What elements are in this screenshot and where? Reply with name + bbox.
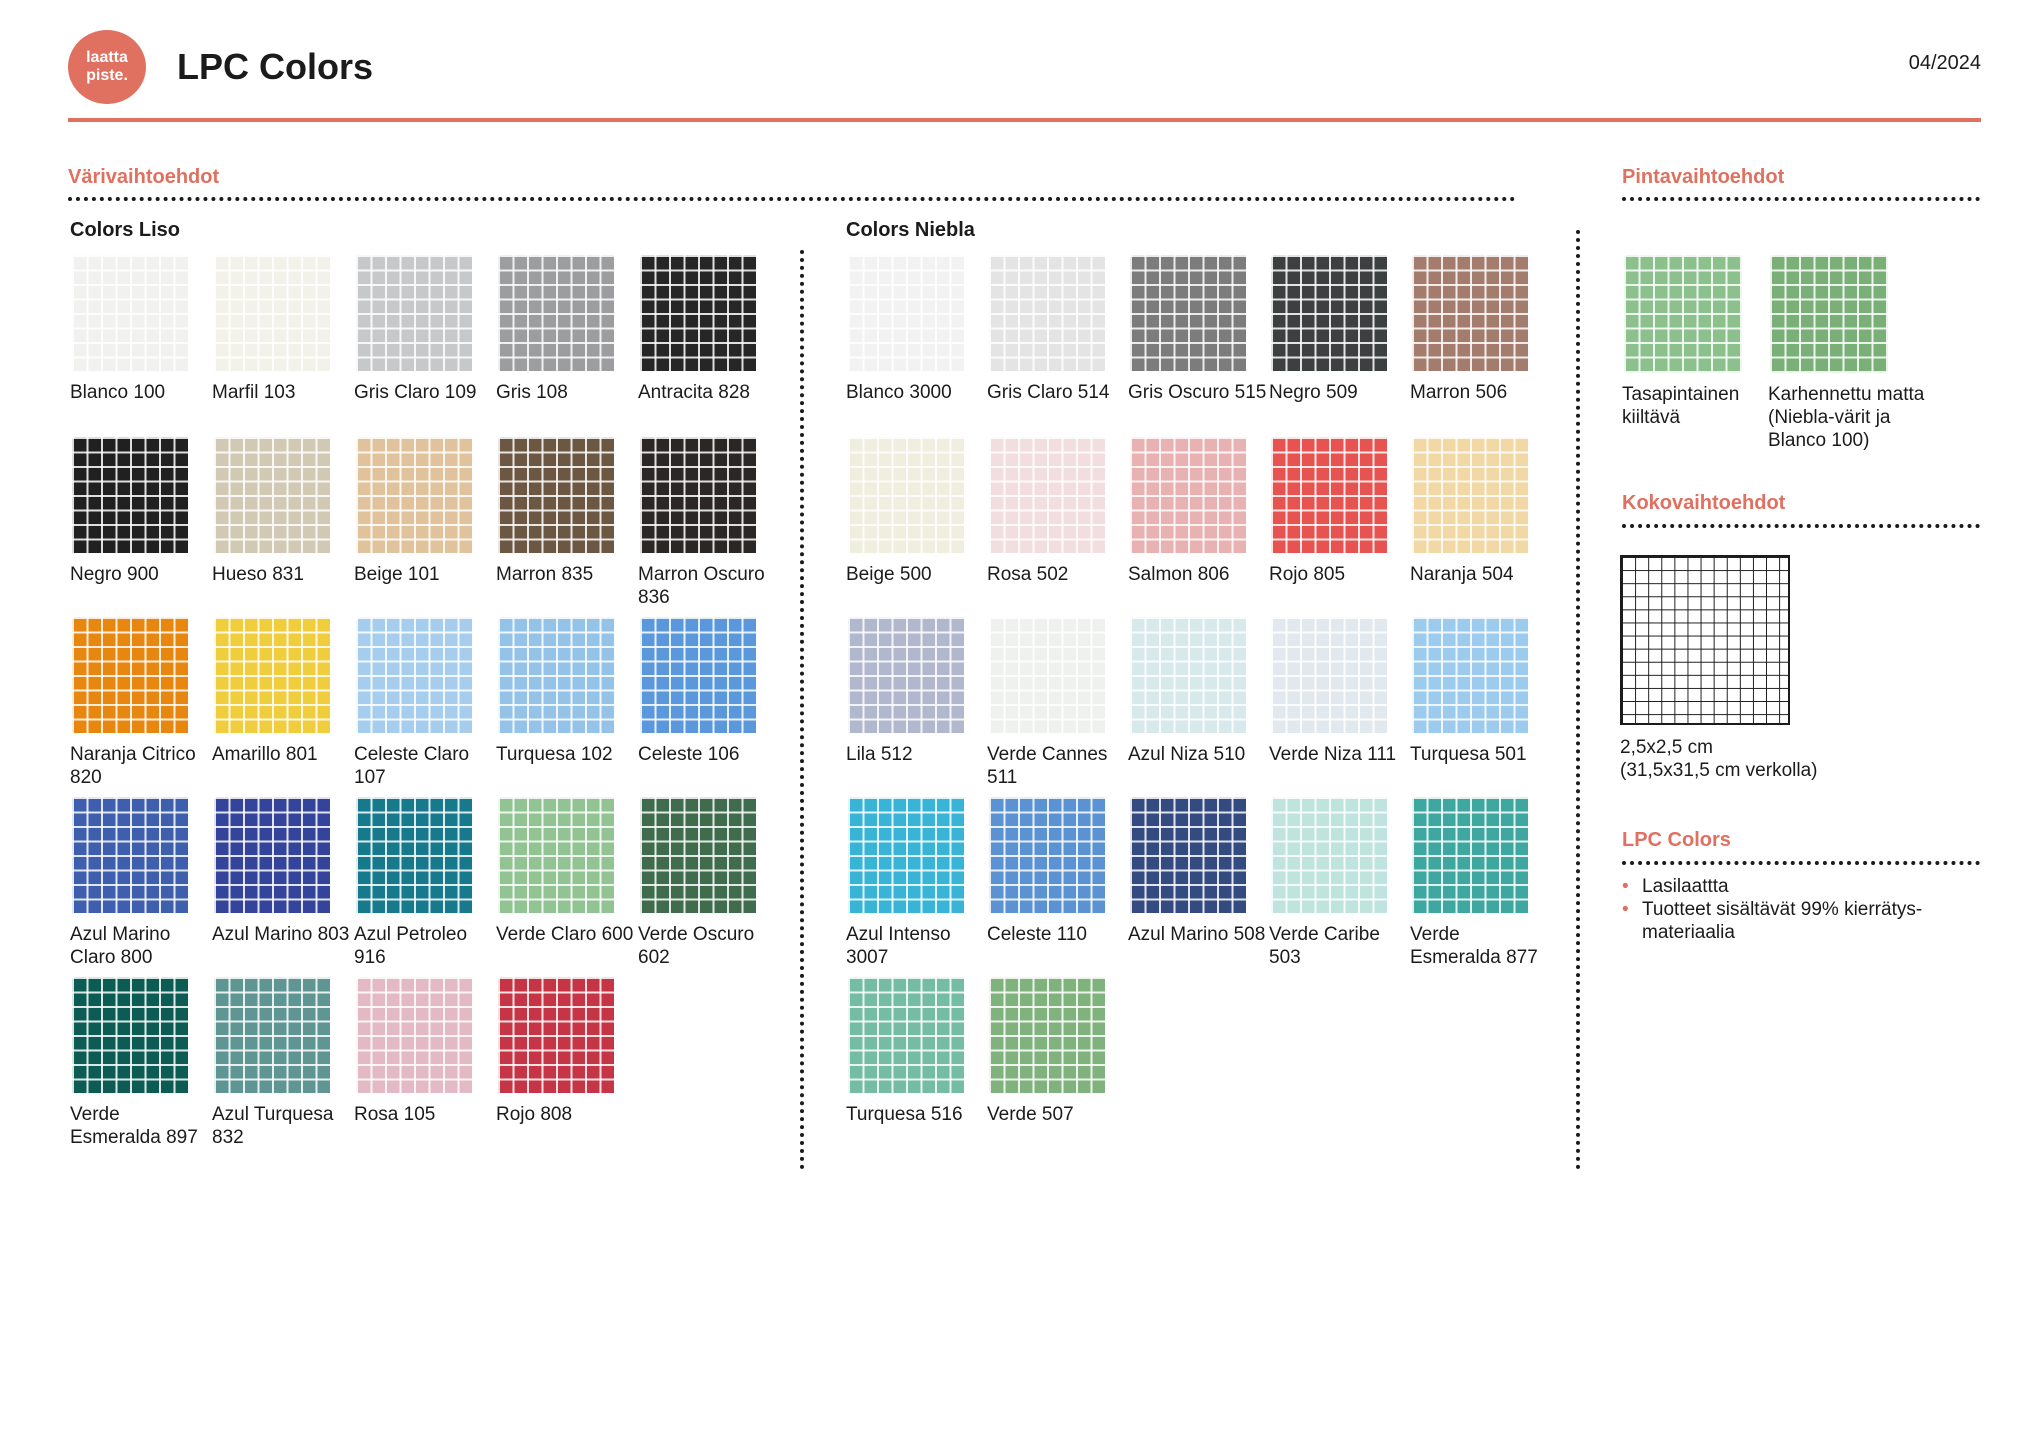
swatch-label: Rosa 105 <box>354 1104 436 1125</box>
tile-size: 2,5x2,5 cm <box>1620 737 1713 758</box>
swatch-label: Verde Cannes 511 <box>987 744 1108 788</box>
color-swatch <box>212 253 352 404</box>
swatch-tile <box>212 435 332 555</box>
swatch-label: Verde 507 <box>987 1104 1074 1125</box>
swatch-label: Verde Niza 111 <box>1269 744 1397 765</box>
liso-heading: Colors Liso <box>70 219 181 241</box>
surface-tile <box>1622 253 1744 375</box>
swatch-label: Azul Marino Claro 800 <box>70 924 171 968</box>
color-swatch <box>638 795 778 969</box>
swatch-label: Celeste Claro 107 <box>354 744 470 788</box>
swatch-label: Verde Esmeralda 897 <box>70 1104 198 1148</box>
swatch-label: Gris Oscuro 515 <box>1128 382 1267 403</box>
swatch-label: Marron Oscuro 836 <box>638 564 765 608</box>
color-swatch <box>70 435 210 586</box>
swatch-label: Azul Intenso 3007 <box>846 924 951 968</box>
color-swatch <box>354 795 494 969</box>
swatch-label: Beige 101 <box>354 564 440 585</box>
list-item: • Tuotteet sisältävät 99% kierrätys-materiaalia <box>1622 898 1962 944</box>
color-swatch <box>987 795 1127 946</box>
color-swatch <box>1269 253 1409 404</box>
color-swatch <box>1410 253 1550 404</box>
swatch-tile <box>70 435 190 555</box>
swatch-tile <box>1128 615 1248 735</box>
color-swatch <box>1269 795 1409 969</box>
swatch-tile <box>496 615 616 735</box>
swatch-tile <box>70 795 190 915</box>
swatch-tile <box>496 253 616 373</box>
swatch-tile <box>846 975 966 1095</box>
swatch-label: Naranja Citrico 820 <box>70 744 196 788</box>
swatch-tile <box>212 615 332 735</box>
swatch-tile <box>70 615 190 735</box>
swatch-label: Azul Niza 510 <box>1128 744 1246 765</box>
swatch-label: Verde Esmeralda 877 <box>1410 924 1538 968</box>
swatch-label: Turquesa 516 <box>846 1104 963 1125</box>
swatch-label: Lila 512 <box>846 744 913 765</box>
swatch-label: Verde Oscuro 602 <box>638 924 755 968</box>
swatch-tile <box>987 435 1107 555</box>
logo-line-2: piste. <box>86 67 128 84</box>
swatch-tile <box>846 253 966 373</box>
color-swatch <box>1269 435 1409 586</box>
swatch-label: Salmon 806 <box>1128 564 1230 585</box>
swatch-label: Rosa 502 <box>987 564 1069 585</box>
swatch-tile <box>987 615 1107 735</box>
swatch-label: Rojo 808 <box>496 1104 573 1125</box>
document-date: 04/2024 <box>1908 52 1981 74</box>
swatch-label: Turquesa 501 <box>1410 744 1527 765</box>
color-swatch <box>987 975 1127 1126</box>
page-title: LPC Colors <box>177 46 374 87</box>
color-swatch <box>354 253 494 404</box>
color-swatch <box>987 615 1127 789</box>
color-swatch <box>70 795 210 969</box>
dotted-divider <box>1622 524 1980 528</box>
swatch-label: Turquesa 102 <box>496 744 613 765</box>
color-swatch <box>846 795 986 969</box>
color-swatch <box>212 795 352 946</box>
color-swatch <box>496 253 636 404</box>
swatch-label: Azul Petroleo 916 <box>354 924 468 968</box>
swatch-label: Marron 506 <box>1410 382 1508 403</box>
swatch-tile <box>638 435 758 555</box>
swatch-label: Negro 509 <box>1269 382 1358 403</box>
color-swatch <box>1269 615 1409 766</box>
swatch-label: Marron 835 <box>496 564 594 585</box>
color-swatch <box>354 435 494 586</box>
swatch-label: Hueso 831 <box>212 564 304 585</box>
swatch-tile <box>354 615 474 735</box>
size-grid-illustration <box>1620 555 1790 725</box>
color-swatch <box>1410 795 1550 969</box>
swatch-tile <box>1128 253 1248 373</box>
color-swatch <box>846 975 986 1126</box>
color-swatch <box>212 435 352 586</box>
swatch-tile <box>638 615 758 735</box>
size-description <box>1620 736 1817 782</box>
swatch-label: Negro 900 <box>70 564 159 585</box>
color-swatch <box>846 435 986 586</box>
color-swatch <box>1128 435 1268 586</box>
swatch-tile <box>1269 253 1389 373</box>
color-swatch <box>638 615 778 766</box>
swatch-tile <box>1269 615 1389 735</box>
swatch-tile <box>1269 795 1389 915</box>
color-swatch <box>846 615 986 766</box>
color-swatch <box>212 975 352 1149</box>
swatch-tile <box>1269 435 1389 555</box>
section-heading-sizes: Kokovaihtoehdot <box>1622 492 1786 514</box>
logo-line-1: laatta <box>86 49 128 66</box>
dotted-divider <box>68 197 1516 201</box>
sheet-size: (31,5x31,5 cm verkolla) <box>1620 760 1818 781</box>
color-swatch <box>496 975 636 1126</box>
color-swatch <box>70 615 210 789</box>
color-swatch <box>354 975 494 1126</box>
color-swatch <box>70 253 210 404</box>
dotted-divider <box>1622 861 1980 865</box>
column-divider <box>1576 230 1580 1170</box>
swatch-tile <box>354 795 474 915</box>
swatch-label: Gris 108 <box>496 382 568 403</box>
swatch-tile <box>70 975 190 1095</box>
swatch-tile <box>212 253 332 373</box>
swatch-label: Marfil 103 <box>212 382 296 403</box>
swatch-tile <box>846 615 966 735</box>
swatch-label: Beige 500 <box>846 564 932 585</box>
color-swatch <box>1410 435 1550 586</box>
swatch-label: Verde Claro 600 <box>496 924 634 945</box>
niebla-heading: Colors Niebla <box>846 219 975 241</box>
swatch-label: Celeste 106 <box>638 744 740 765</box>
color-swatch <box>496 795 636 946</box>
swatch-tile <box>846 795 966 915</box>
color-swatch <box>987 435 1127 586</box>
swatch-tile <box>846 435 966 555</box>
swatch-tile <box>1128 435 1248 555</box>
section-heading-surfaces: Pintavaihtoehdot <box>1622 166 1785 188</box>
swatch-tile <box>354 975 474 1095</box>
swatch-label: Azul Marino 508 <box>1128 924 1266 945</box>
swatch-tile <box>987 975 1107 1095</box>
swatch-label: Gris Claro 109 <box>354 382 477 403</box>
swatch-tile <box>1410 435 1530 555</box>
section-heading-colors: Värivaihtoehdot <box>68 166 220 188</box>
surface-option <box>1622 253 1782 429</box>
swatch-label: Naranja 504 <box>1410 564 1514 585</box>
brand-logo <box>68 30 146 104</box>
swatch-tile <box>987 795 1107 915</box>
swatch-label: Blanco 3000 <box>846 382 952 403</box>
swatch-tile <box>1410 795 1530 915</box>
swatch-label: Azul Turquesa 832 <box>212 1104 334 1148</box>
color-swatch <box>987 253 1127 404</box>
swatch-tile <box>354 435 474 555</box>
swatch-tile <box>638 795 758 915</box>
swatch-label: Blanco 100 <box>70 382 166 403</box>
color-swatch <box>354 615 494 789</box>
swatch-tile <box>354 253 474 373</box>
header-divider <box>68 118 1981 122</box>
swatch-tile <box>70 253 190 373</box>
swatch-tile <box>212 975 332 1095</box>
swatch-label: Gris Claro 514 <box>987 382 1110 403</box>
swatch-tile <box>638 253 758 373</box>
color-swatch <box>1128 795 1268 946</box>
color-swatch <box>638 253 778 404</box>
swatch-tile <box>1128 795 1248 915</box>
color-swatch <box>1410 615 1550 766</box>
swatch-label: Azul Marino 803 <box>212 924 350 945</box>
color-swatch <box>846 253 986 404</box>
swatch-label: Celeste 110 <box>987 924 1087 945</box>
surface-label: Tasapintainen kiiltävä <box>1622 384 1740 428</box>
swatch-label: Antracita 828 <box>638 382 750 403</box>
swatch-tile <box>496 975 616 1095</box>
swatch-tile <box>1410 253 1530 373</box>
color-swatch <box>496 435 636 586</box>
swatch-tile <box>987 253 1107 373</box>
lpc-feature-list <box>1622 875 1962 944</box>
color-swatch <box>496 615 636 766</box>
surface-tile <box>1768 253 1890 375</box>
color-swatch <box>1128 253 1268 404</box>
swatch-tile <box>1410 615 1530 735</box>
section-heading-lpc: LPC Colors <box>1622 829 1731 851</box>
swatch-label: Verde Caribe 503 <box>1269 924 1380 968</box>
column-divider <box>800 250 804 1170</box>
color-swatch <box>1128 615 1268 766</box>
swatch-tile <box>496 435 616 555</box>
dotted-divider <box>1622 197 1980 201</box>
surface-option <box>1768 253 1928 452</box>
surface-label: Karhennettu matta (Niebla-värit ja Blanco 100) <box>1768 384 1925 451</box>
color-swatch <box>70 975 210 1149</box>
swatch-label: Amarillo 801 <box>212 744 318 765</box>
color-swatch <box>638 435 778 609</box>
list-item: • Lasilaattta <box>1622 875 1962 898</box>
swatch-tile <box>212 795 332 915</box>
color-swatch <box>212 615 352 766</box>
swatch-label: Rojo 805 <box>1269 564 1346 585</box>
swatch-tile <box>496 795 616 915</box>
